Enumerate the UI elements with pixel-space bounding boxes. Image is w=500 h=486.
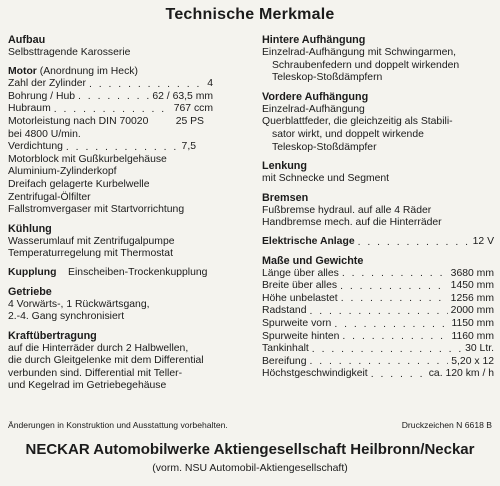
kraft-line: verbunden sind. Differential mit Teller- xyxy=(8,367,183,379)
document-title: Technische Merkmale xyxy=(165,6,335,23)
lenkung-line: mit Schnecke und Segment xyxy=(262,173,390,185)
motor-heading-note: (Anordnung im Heck) xyxy=(39,65,138,77)
section-heading-kuehlung: Kühlung xyxy=(8,222,52,235)
spec-value: 5,20 x 12 xyxy=(451,355,494,367)
spec-label: Spurweite hinten xyxy=(262,330,340,342)
hinten-line: Einzelrad-Aufhängung mit Schwingarmen, xyxy=(262,47,457,58)
aufbau-text: Selbsttragende Karosserie xyxy=(8,47,131,58)
spec-value: 1150 mm xyxy=(451,317,494,329)
hinten-line: Teleskop-Stoßdämpfern xyxy=(272,72,383,84)
dimension-row xyxy=(262,293,494,306)
kraft-line: auf die Hinterräder durch 2 Halbwellen, xyxy=(8,342,189,354)
spec-label: Bereifung xyxy=(262,355,307,367)
power-rpm: bei 4800 U/min. xyxy=(8,128,81,140)
motor-line: Zentrifugal-Ölfilter xyxy=(8,191,91,203)
section-heading-vordere-aufhaengung: Vordere Aufhängung xyxy=(262,90,369,103)
spec-label: Motorleistung nach DIN 70020 xyxy=(8,115,149,127)
motor-line: Dreifach gelagerte Kurbelwelle xyxy=(8,178,150,190)
getriebe-line: 4 Vorwärts-, 1 Rückwärtsgang, xyxy=(8,298,150,310)
spec-value: 3680 mm xyxy=(450,267,494,279)
spec-value: 25 PS xyxy=(175,115,204,127)
spec-value: 1450 mm xyxy=(450,280,494,292)
spec-label: Länge über alles xyxy=(262,267,339,279)
motor-line: Fallstromvergaser mit Startvorrichtung xyxy=(8,204,185,216)
spec-value: 62 / 63,5 mm xyxy=(152,90,213,102)
spec-label: Höchstgeschwindigkeit xyxy=(262,368,368,380)
motor-heading: Motor xyxy=(8,65,37,77)
bremsen-line: Fußbremse hydraul. auf alle 4 Räder xyxy=(262,204,432,216)
hinten-line: Schraubenfedern und doppelt wirkenden xyxy=(272,59,460,71)
spec-row xyxy=(8,78,213,91)
dimension-row xyxy=(262,368,494,381)
print-code: Druckzeichen N 6618 B xyxy=(401,420,492,430)
company-former-name: (vorm. NSU Automobil-Aktiengesellschaft) xyxy=(152,462,348,474)
section-kupplung xyxy=(8,267,248,280)
spec-row xyxy=(8,141,196,154)
dimension-row xyxy=(262,305,494,318)
dimension-row xyxy=(262,331,494,344)
vorne-line: Teleskop-Stoßdämpfer xyxy=(272,141,377,153)
dimension-row xyxy=(262,356,494,369)
section-heading-motor xyxy=(8,66,248,79)
spec-label: Radstand xyxy=(262,305,307,317)
spec-row xyxy=(8,103,213,116)
vorne-line: sator wirkt, und doppelt wirkende xyxy=(272,128,424,140)
section-elektrik xyxy=(262,236,494,249)
elektrik-heading: Elektrische Anlage xyxy=(262,235,355,247)
kuehlung-line: Temperaturregelung mit Thermostat xyxy=(8,248,173,260)
spec-label: Bohrung / Hub xyxy=(8,90,76,102)
spec-row xyxy=(8,91,213,104)
elektrik-value: 12 V xyxy=(472,235,494,247)
bremsen-line: Handbremse mech. auf die Hinterräder xyxy=(262,217,442,229)
spec-label: Verdichtung xyxy=(8,141,63,153)
spec-label: Breite über alles xyxy=(262,280,338,292)
kraft-line: die durch Gleitgelenke mit dem Differential xyxy=(8,355,204,367)
section-heading-bremsen: Bremsen xyxy=(262,191,309,204)
kraft-line: und Kegelrad im Getriebegehäuse xyxy=(8,380,167,392)
change-reservation-note: Änderungen in Konstruktion und Ausstattung vorbehalten. xyxy=(8,420,228,430)
dimension-row xyxy=(262,280,494,293)
spec-label: Höhe unbelastet xyxy=(262,292,338,304)
spec-label: Spurweite vorn xyxy=(262,317,332,329)
spec-value: 767 ccm xyxy=(173,103,213,115)
section-heading-kraftuebertragung: Kraftübertragung xyxy=(8,329,97,342)
spec-value: 2000 mm xyxy=(450,305,494,317)
vorne-line: Querblattfeder, die gleichzeitig als Stabili- xyxy=(262,116,453,128)
right-column xyxy=(262,34,494,381)
spec-value: 1160 mm xyxy=(451,330,494,342)
spec-value: 1256 mm xyxy=(450,292,494,304)
section-heading-getriebe: Getriebe xyxy=(8,285,52,298)
spec-label: Hubraum xyxy=(8,103,51,115)
footnote-row xyxy=(8,420,492,430)
dimension-row xyxy=(262,343,494,356)
spec-label: Zahl der Zylinder xyxy=(8,78,86,90)
spec-value: 7,5 xyxy=(181,141,196,153)
motor-line: Aluminium-Zylinderkopf xyxy=(8,166,117,178)
company-name: NECKAR Automobilwerke Aktiengesellschaft Heilbronn/Neckar xyxy=(25,441,475,458)
kuehlung-line: Wasserumlauf mit Zentrifugalpumpe xyxy=(8,235,175,247)
section-heading-lenkung: Lenkung xyxy=(262,160,307,173)
section-heading-masse: Maße und Gewichte xyxy=(262,254,364,267)
motor-line: Motorblock mit Gußkurbelgehäuse xyxy=(8,153,167,165)
dimension-row xyxy=(262,318,494,331)
spec-value: 30 Ltr. xyxy=(465,343,494,355)
left-column xyxy=(8,34,248,393)
section-heading-hintere-aufhaengung: Hintere Aufhängung xyxy=(262,34,366,46)
getriebe-line: 2.-4. Gang synchronisiert xyxy=(8,311,125,323)
spec-value: ca. 120 km / h xyxy=(428,368,494,380)
vorne-line: Einzelrad-Aufhängung xyxy=(262,103,365,115)
spec-label: Tankinhalt xyxy=(262,343,309,355)
kupplung-value: Einscheiben-Trockenkupplung xyxy=(68,266,208,278)
section-heading-aufbau: Aufbau xyxy=(8,34,46,46)
dimension-row xyxy=(262,268,494,281)
spec-value: 4 xyxy=(207,78,213,90)
spec-row xyxy=(8,116,204,129)
kupplung-heading: Kupplung xyxy=(8,266,57,278)
